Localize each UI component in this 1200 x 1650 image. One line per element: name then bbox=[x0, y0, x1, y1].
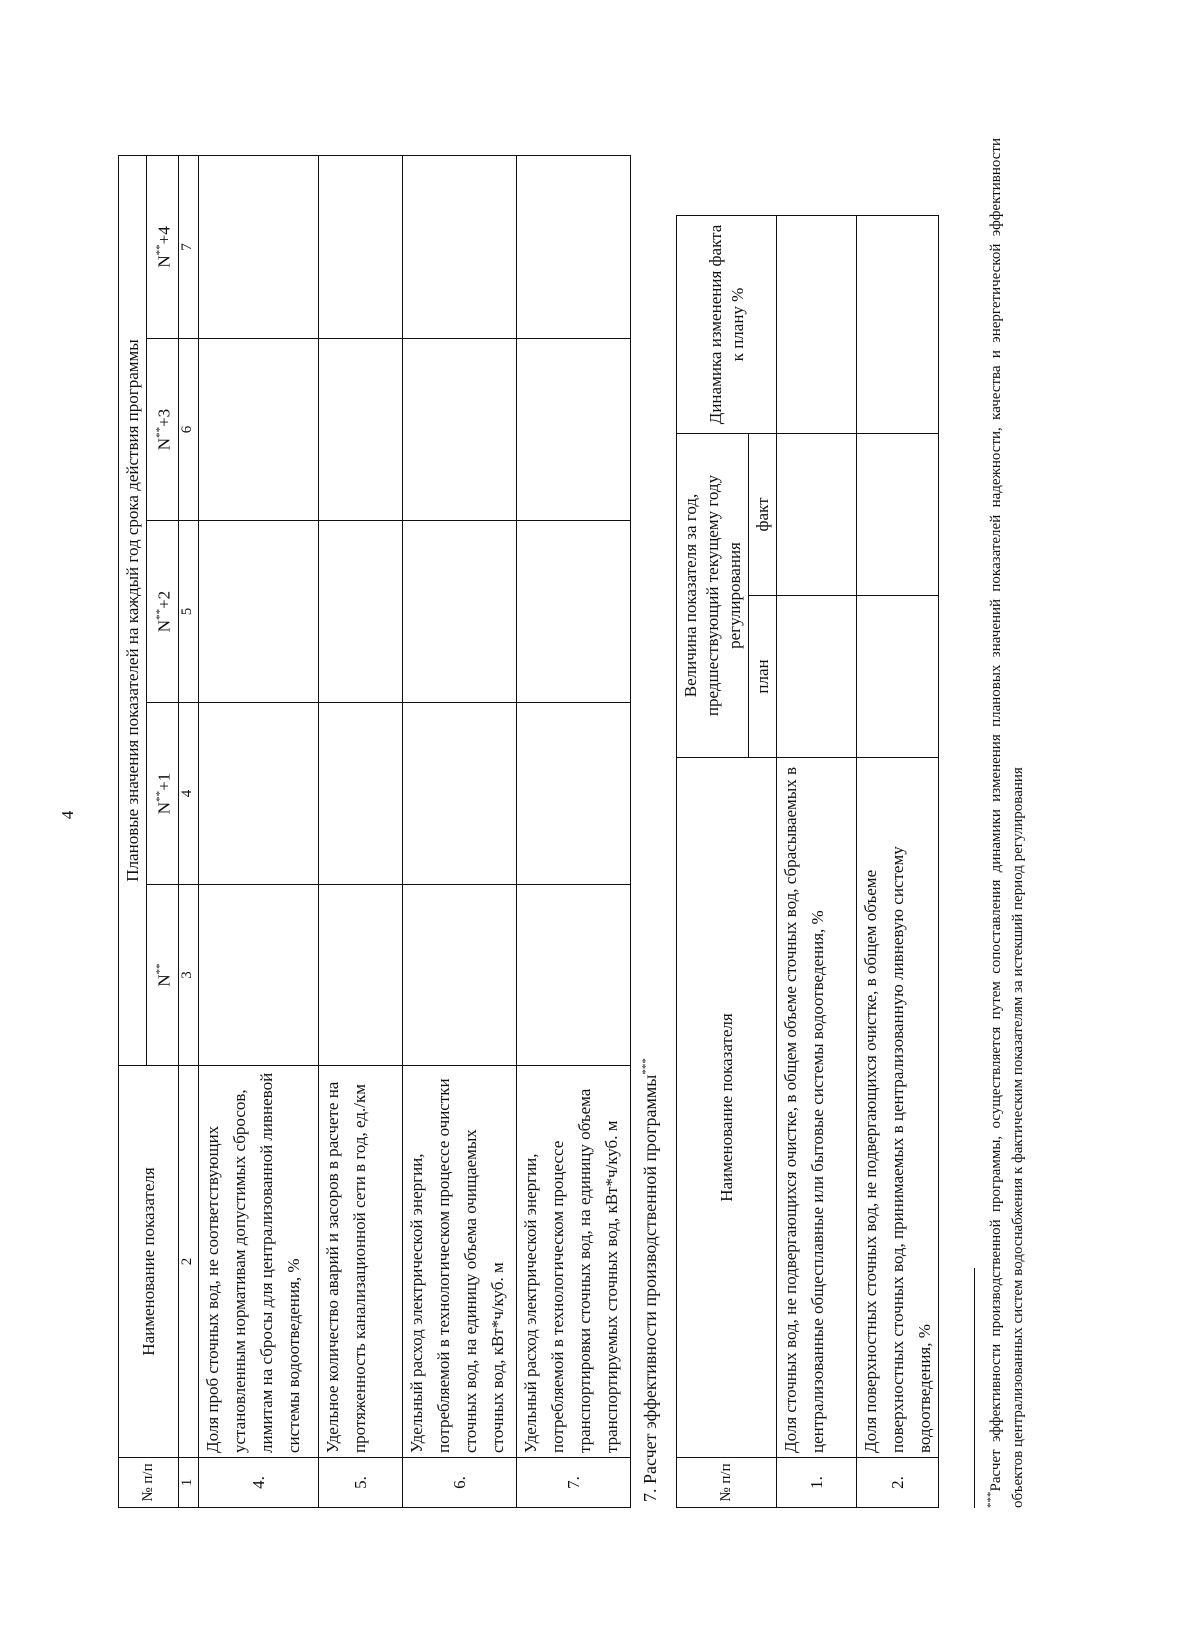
row-name: Доля сточных вод, не подвергающихся очистке, в общем объеме сточных вод, сбрасываемых в централизованные общесплавные или бытовые системы водоотведения, % bbox=[777, 758, 857, 1458]
row-num: 1. bbox=[777, 1458, 857, 1508]
table-row bbox=[777, 215, 857, 1507]
header-fact: факт bbox=[749, 433, 777, 595]
colnum: 1 bbox=[178, 1458, 198, 1508]
colnum: 4 bbox=[178, 703, 198, 885]
page-number: 4 bbox=[58, 810, 77, 820]
header-year-n: N** bbox=[147, 885, 179, 1066]
header-plan: план bbox=[749, 596, 777, 758]
row-num: 5. bbox=[318, 1458, 402, 1508]
footnote-divider bbox=[974, 1268, 975, 1508]
header-name: Наименование показателя bbox=[119, 1066, 179, 1458]
footnote: ***Расчет эффективности производственной программы, осуществляется путем сопоставления динамики изменения плановых значений показателей надежности, качества и энергетической эффективности объектов централизованных систем водоснабжения к фактическим показателям за истекший период регулирования bbox=[985, 138, 1026, 1508]
row-num: 4. bbox=[198, 1458, 318, 1508]
row-name: Доля проб сточных вод, не соответствующих установленным нормативам допустимых сбросов, лимитам на сбросы для централизованной ливневой системы водоотведения, % bbox=[198, 1066, 318, 1458]
colnum: 2 bbox=[178, 1066, 198, 1458]
header-year-n4: N**+4 bbox=[147, 155, 179, 338]
efficiency-table bbox=[676, 215, 939, 1508]
row-num: 6. bbox=[402, 1458, 516, 1508]
section-title: 7. Расчет эффективности производственной программы*** bbox=[640, 1058, 660, 1502]
header-num: № п/п bbox=[119, 1458, 179, 1508]
header-dynamics: Динамика изменения факта к плану % bbox=[677, 215, 777, 433]
table-row bbox=[516, 155, 630, 1507]
colnum: 6 bbox=[178, 339, 198, 521]
header-year-n2: N**+2 bbox=[147, 521, 179, 703]
indicators-plan-table bbox=[118, 155, 631, 1508]
row-num: 7. bbox=[516, 1458, 630, 1508]
column-numbers-row bbox=[178, 155, 198, 1507]
table-row bbox=[198, 155, 318, 1507]
row-name: Удельное количество аварий и засоров в расчете на протяженность канализационной сети в год, ед./км bbox=[318, 1066, 402, 1458]
table-row bbox=[857, 215, 939, 1507]
row-name: Удельный расход электрической энергии, потребляемой в технологическом процессе очистки сточных вод, на единицу объема очищаемых сточных вод, кВт*ч/куб. м bbox=[402, 1066, 516, 1458]
header-plan-values: Плановые значения показателей на каждый год срока действия программы bbox=[119, 155, 147, 1065]
colnum: 3 bbox=[178, 885, 198, 1066]
row-name: Удельный расход электрической энергии, потребляемой в технологическом процессе транспортировки сточных вод, на единицу объема транспортируемых сточных вод, кВт*ч/куб. м bbox=[516, 1066, 630, 1458]
row-num: 2. bbox=[857, 1458, 939, 1508]
table-row bbox=[318, 155, 402, 1507]
colnum: 5 bbox=[178, 521, 198, 703]
header-year-n1: N**+1 bbox=[147, 703, 179, 885]
header-year-n3: N**+3 bbox=[147, 339, 179, 521]
header-num: № п/п bbox=[677, 1458, 777, 1508]
header-name: Наименование показателя bbox=[677, 758, 777, 1458]
header-value-group: Величина показателя за год, предшествующий текущему году регулирования bbox=[677, 433, 749, 757]
row-name: Доля поверхностных сточных вод, не подвергающихся очистке, в общем объеме поверхностных сточных вод, принимаемых в централизованную ливневую систему водоотведения, % bbox=[857, 758, 939, 1458]
table-row bbox=[402, 155, 516, 1507]
colnum: 7 bbox=[178, 155, 198, 338]
